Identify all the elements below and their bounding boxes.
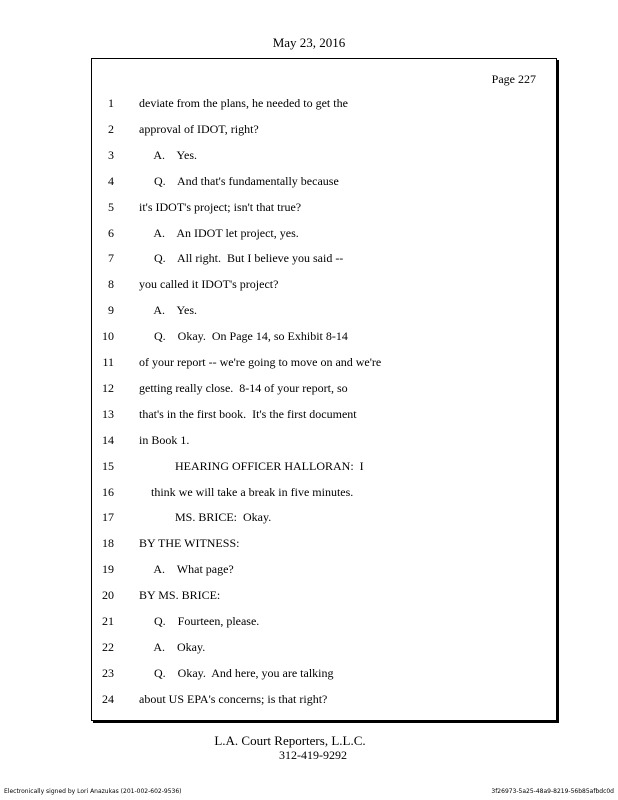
line-text: MS. BRICE: Okay. <box>139 510 272 525</box>
line-text: BY MS. BRICE: <box>139 588 221 603</box>
line-number: 1 <box>108 96 114 110</box>
transcript-page <box>91 58 557 721</box>
line-number: 14 <box>102 432 114 447</box>
line-text: HEARING OFFICER HALLORAN: I <box>139 458 364 473</box>
line-number: 2 <box>108 121 114 136</box>
footer-phone: 312-419-9292 <box>279 748 347 762</box>
line-number: 19 <box>102 562 114 577</box>
line-text: A. Yes. <box>139 147 198 162</box>
line-number: 23 <box>102 665 114 680</box>
line-number: 12 <box>102 380 114 395</box>
line-number: 16 <box>102 484 114 499</box>
signature-note: Electronically signed by Lori Anazukas (201-002-602-9536) <box>4 788 182 795</box>
line-number: 11 <box>102 355 114 369</box>
line-text: of your report -- we're going to move on and we're <box>139 355 382 369</box>
line-number: 24 <box>102 691 114 706</box>
line-text: approval of IDOT, right? <box>139 121 259 136</box>
line-number: 10 <box>102 329 114 344</box>
line-text: it's IDOT's project; isn't that true? <box>139 199 302 214</box>
line-text: Q. Okay. And here, you are talking <box>139 665 334 680</box>
line-number: 8 <box>108 277 114 292</box>
signature-id: 3f26973-5a25-48a9-8219-56b85afbdc0d <box>491 788 614 795</box>
line-text: A. What page? <box>139 562 234 577</box>
line-number: 15 <box>102 458 114 473</box>
line-number: 9 <box>108 303 114 318</box>
line-text: think we will take a break in five minutes. <box>139 484 354 499</box>
line-text: A. Okay. <box>139 639 206 654</box>
line-text: A. Yes. <box>139 303 198 318</box>
footer-company: L.A. Court Reporters, L.L.C. <box>214 733 366 748</box>
line-number: 21 <box>102 614 114 628</box>
page-number: Page 227 <box>491 72 536 86</box>
line-text: Q. Fourteen, please. <box>139 614 260 628</box>
line-number: 4 <box>108 173 114 188</box>
line-number: 20 <box>102 588 114 603</box>
line-number: 18 <box>102 536 114 551</box>
line-number: 17 <box>102 510 114 525</box>
line-text: A. An IDOT let project, yes. <box>139 225 299 240</box>
line-text: Q. All right. But I believe you said -- <box>139 251 344 266</box>
line-number: 6 <box>108 225 114 240</box>
line-text: Q. Okay. On Page 14, so Exhibit 8-14 <box>139 329 348 344</box>
line-text: that's in the first book. It's the first document <box>139 406 357 421</box>
line-text: you called it IDOT's project? <box>139 277 279 292</box>
line-text: deviate from the plans, he needed to get the <box>139 96 348 110</box>
line-text: getting really close. 8-14 of your report, so <box>139 380 348 395</box>
line-text: Q. And that's fundamentally because <box>139 173 339 188</box>
line-text: BY THE WITNESS: <box>139 536 240 551</box>
header-date: May 23, 2016 <box>272 35 346 50</box>
line-number: 13 <box>102 406 114 421</box>
line-text: in Book 1. <box>139 432 190 447</box>
line-number: 7 <box>108 251 114 266</box>
line-number: 5 <box>108 199 114 214</box>
line-text: about US EPA's concerns; is that right? <box>139 691 328 706</box>
line-number: 22 <box>102 639 114 654</box>
line-number: 3 <box>108 147 114 162</box>
